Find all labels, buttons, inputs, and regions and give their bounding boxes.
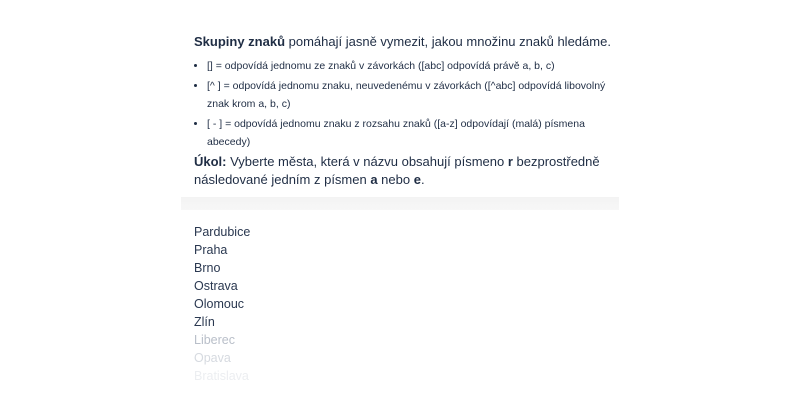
city-list[interactable] [194,223,494,385]
city-item[interactable]: Pardubice [194,225,251,239]
rule-item: • [^ ] = odpovídá jednomu znaku, neuvedenému v závorkách ([^abc] odpovídá libovolný znak krom a, b, c) [207,77,614,113]
intro-paragraph [194,33,614,51]
intro-text: pomáhají jasně vymezit, jakou množinu znaků hledáme. [285,34,611,49]
task-text: . [420,172,425,187]
task-text: bezprostředně následované jedním z písmen [194,154,600,187]
task-text: Vyberte města, která v názvu obsahují písmeno [226,154,508,169]
rule-item: • [] = odpovídá jednomu ze znaků v závorkách ([abc] odpovídá právě a, b, c) [207,57,614,75]
task-label: Úkol: [194,154,227,169]
lesson-text [194,33,614,189]
city-item[interactable]: Bratislava [194,369,249,383]
city-item[interactable]: Opava [194,351,231,365]
city-item[interactable]: Brno [194,261,221,275]
city-item[interactable]: Praha [194,243,228,257]
task-paragraph [194,153,614,189]
city-item[interactable]: Liberec [194,333,235,347]
intro-bold: Skupiny znaků [194,34,286,49]
rule-item: • [ - ] = odpovídá jednomu znaku z rozsahu znaků ([a-z] odpovídají (malá) písmena abecedy) [207,115,614,151]
city-item[interactable]: Ostrava [194,279,238,293]
section-divider [181,197,619,210]
task-letter-e: e [413,172,421,187]
city-item[interactable]: Zlín [194,315,215,329]
rules-list [194,57,614,151]
city-item[interactable]: Olomouc [194,297,245,311]
task-letter-a: a [370,172,378,187]
task-text: nebo [377,172,414,187]
task-letter-r: r [507,154,513,169]
